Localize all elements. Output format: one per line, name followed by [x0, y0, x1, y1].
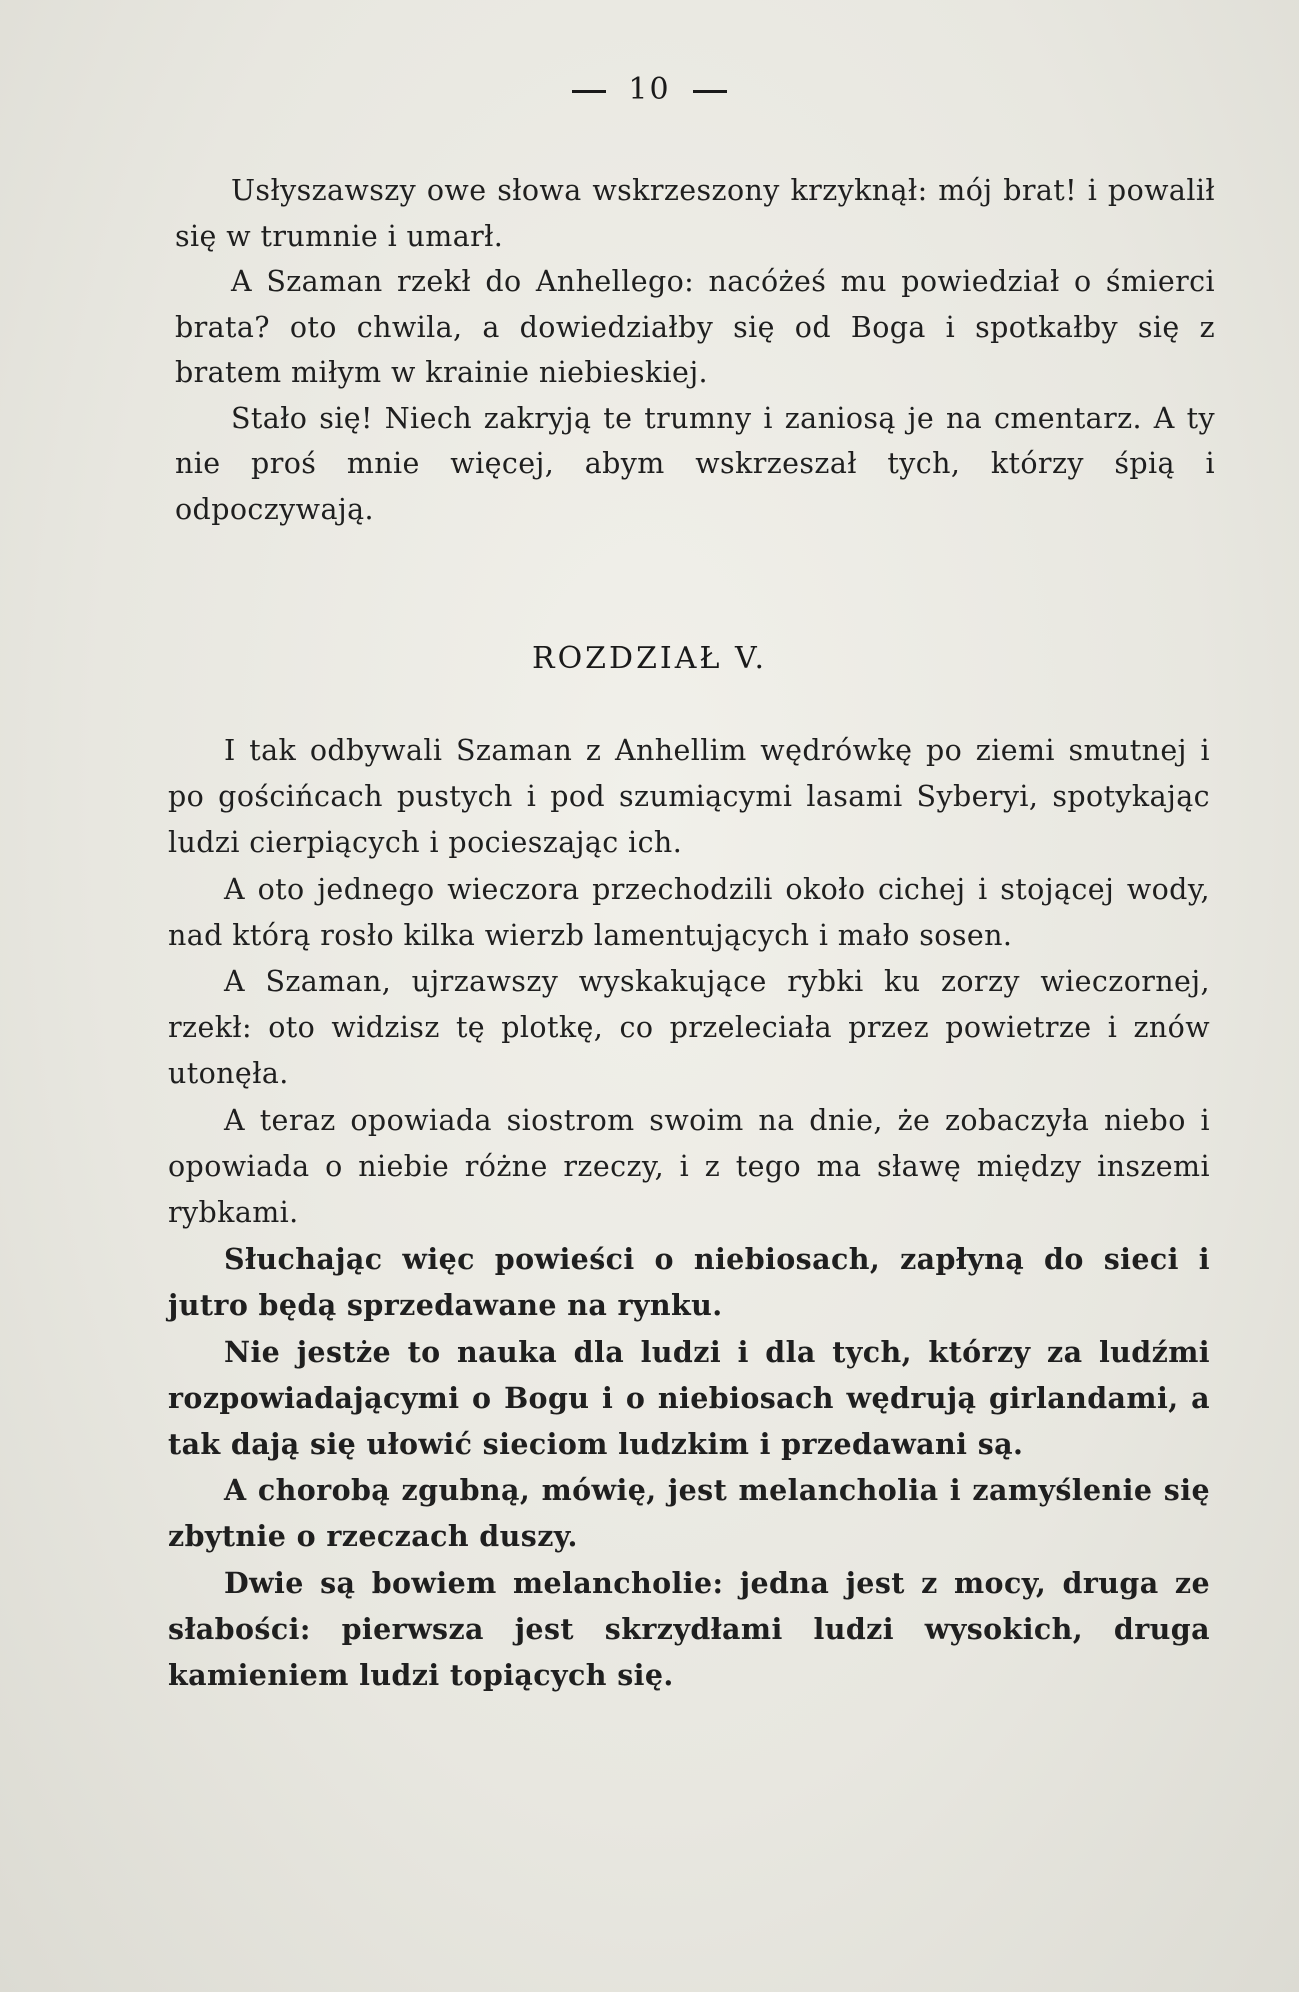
paragraph: Usłyszawszy owe słowa wskrzeszony krzyknął: mój brat! i powalił się w trumnie i umarł.: [175, 174, 1215, 253]
chapter-text-block: [168, 728, 1210, 1698]
paragraph: A chorobą zgubną, mówię, jest melancholia i zamyślenie się zbytnie o rzeczach duszy.: [168, 1473, 1210, 1554]
chapter-heading: ROZDZIAŁ V.: [531, 641, 767, 676]
paragraph: A Szaman, ujrzawszy wyskakujące rybki ku zorzy wieczornej, rzekł: oto widzisz tę plotkę, co przeleciała przez powietrze i znów utonęła.: [168, 965, 1210, 1091]
paragraph: I tak odbywali Szaman z Anhellim wędrówkę po ziemi smutnej i po gościńcach pustych i pod szumiącymi lasami Syberyi, spotykając ludzi cierpiących i pocieszając ich.: [168, 734, 1210, 860]
page-number: [0, 72, 1299, 107]
page-number-dash-right: [693, 90, 727, 93]
paragraph: Stało się! Niech zakryją te trumny i zaniosą je na cmentarz. A ty nie proś mnie więcej, abym wskrzeszał tych, którzy śpią i odpoczywają.: [175, 401, 1215, 526]
paragraph: Słuchając więc powieści o niebiosach, zapłyną do sieci i jutro będą sprzedawane na rynku.: [168, 1242, 1210, 1323]
paragraph: Dwie są bowiem melancholie: jedna jest z mocy, druga ze słabości: pierwsza jest skrzydłami ludzi wysokich, druga kamieniem ludzi topiących się.: [168, 1565, 1210, 1693]
top-text-block: [175, 168, 1215, 532]
paragraph: A Szaman rzekł do Anhellego: nacóżeś mu powiedział o śmierci brata? oto chwila, a dowiedziałby się od Boga i spotkałby się z bratem miłym w krainie niebieskiej.: [175, 265, 1215, 389]
page-number-dash-left: [572, 90, 606, 93]
paragraph: A oto jednego wieczora przechodzili około cichej i stojącej wody, nad którą rosło kilka wierzb lamentujących i mało sosen.: [168, 872, 1210, 952]
page-number-text: 10: [628, 72, 671, 107]
paragraph: A teraz opowiada siostrom swoim na dnie, że zobaczyła niebo i opowiada o niebie różne rzeczy, i z tego ma sławę między inszemi rybkami.: [168, 1103, 1210, 1230]
paragraph: Nie jestże to nauka dla ludzi i dla tych, którzy za ludźmi rozpowiadającymi o Bogu i o niebiosach wędrują girlandami, a tak dają się ułowić sieciom ludzkim i przedawani są.: [168, 1334, 1210, 1462]
